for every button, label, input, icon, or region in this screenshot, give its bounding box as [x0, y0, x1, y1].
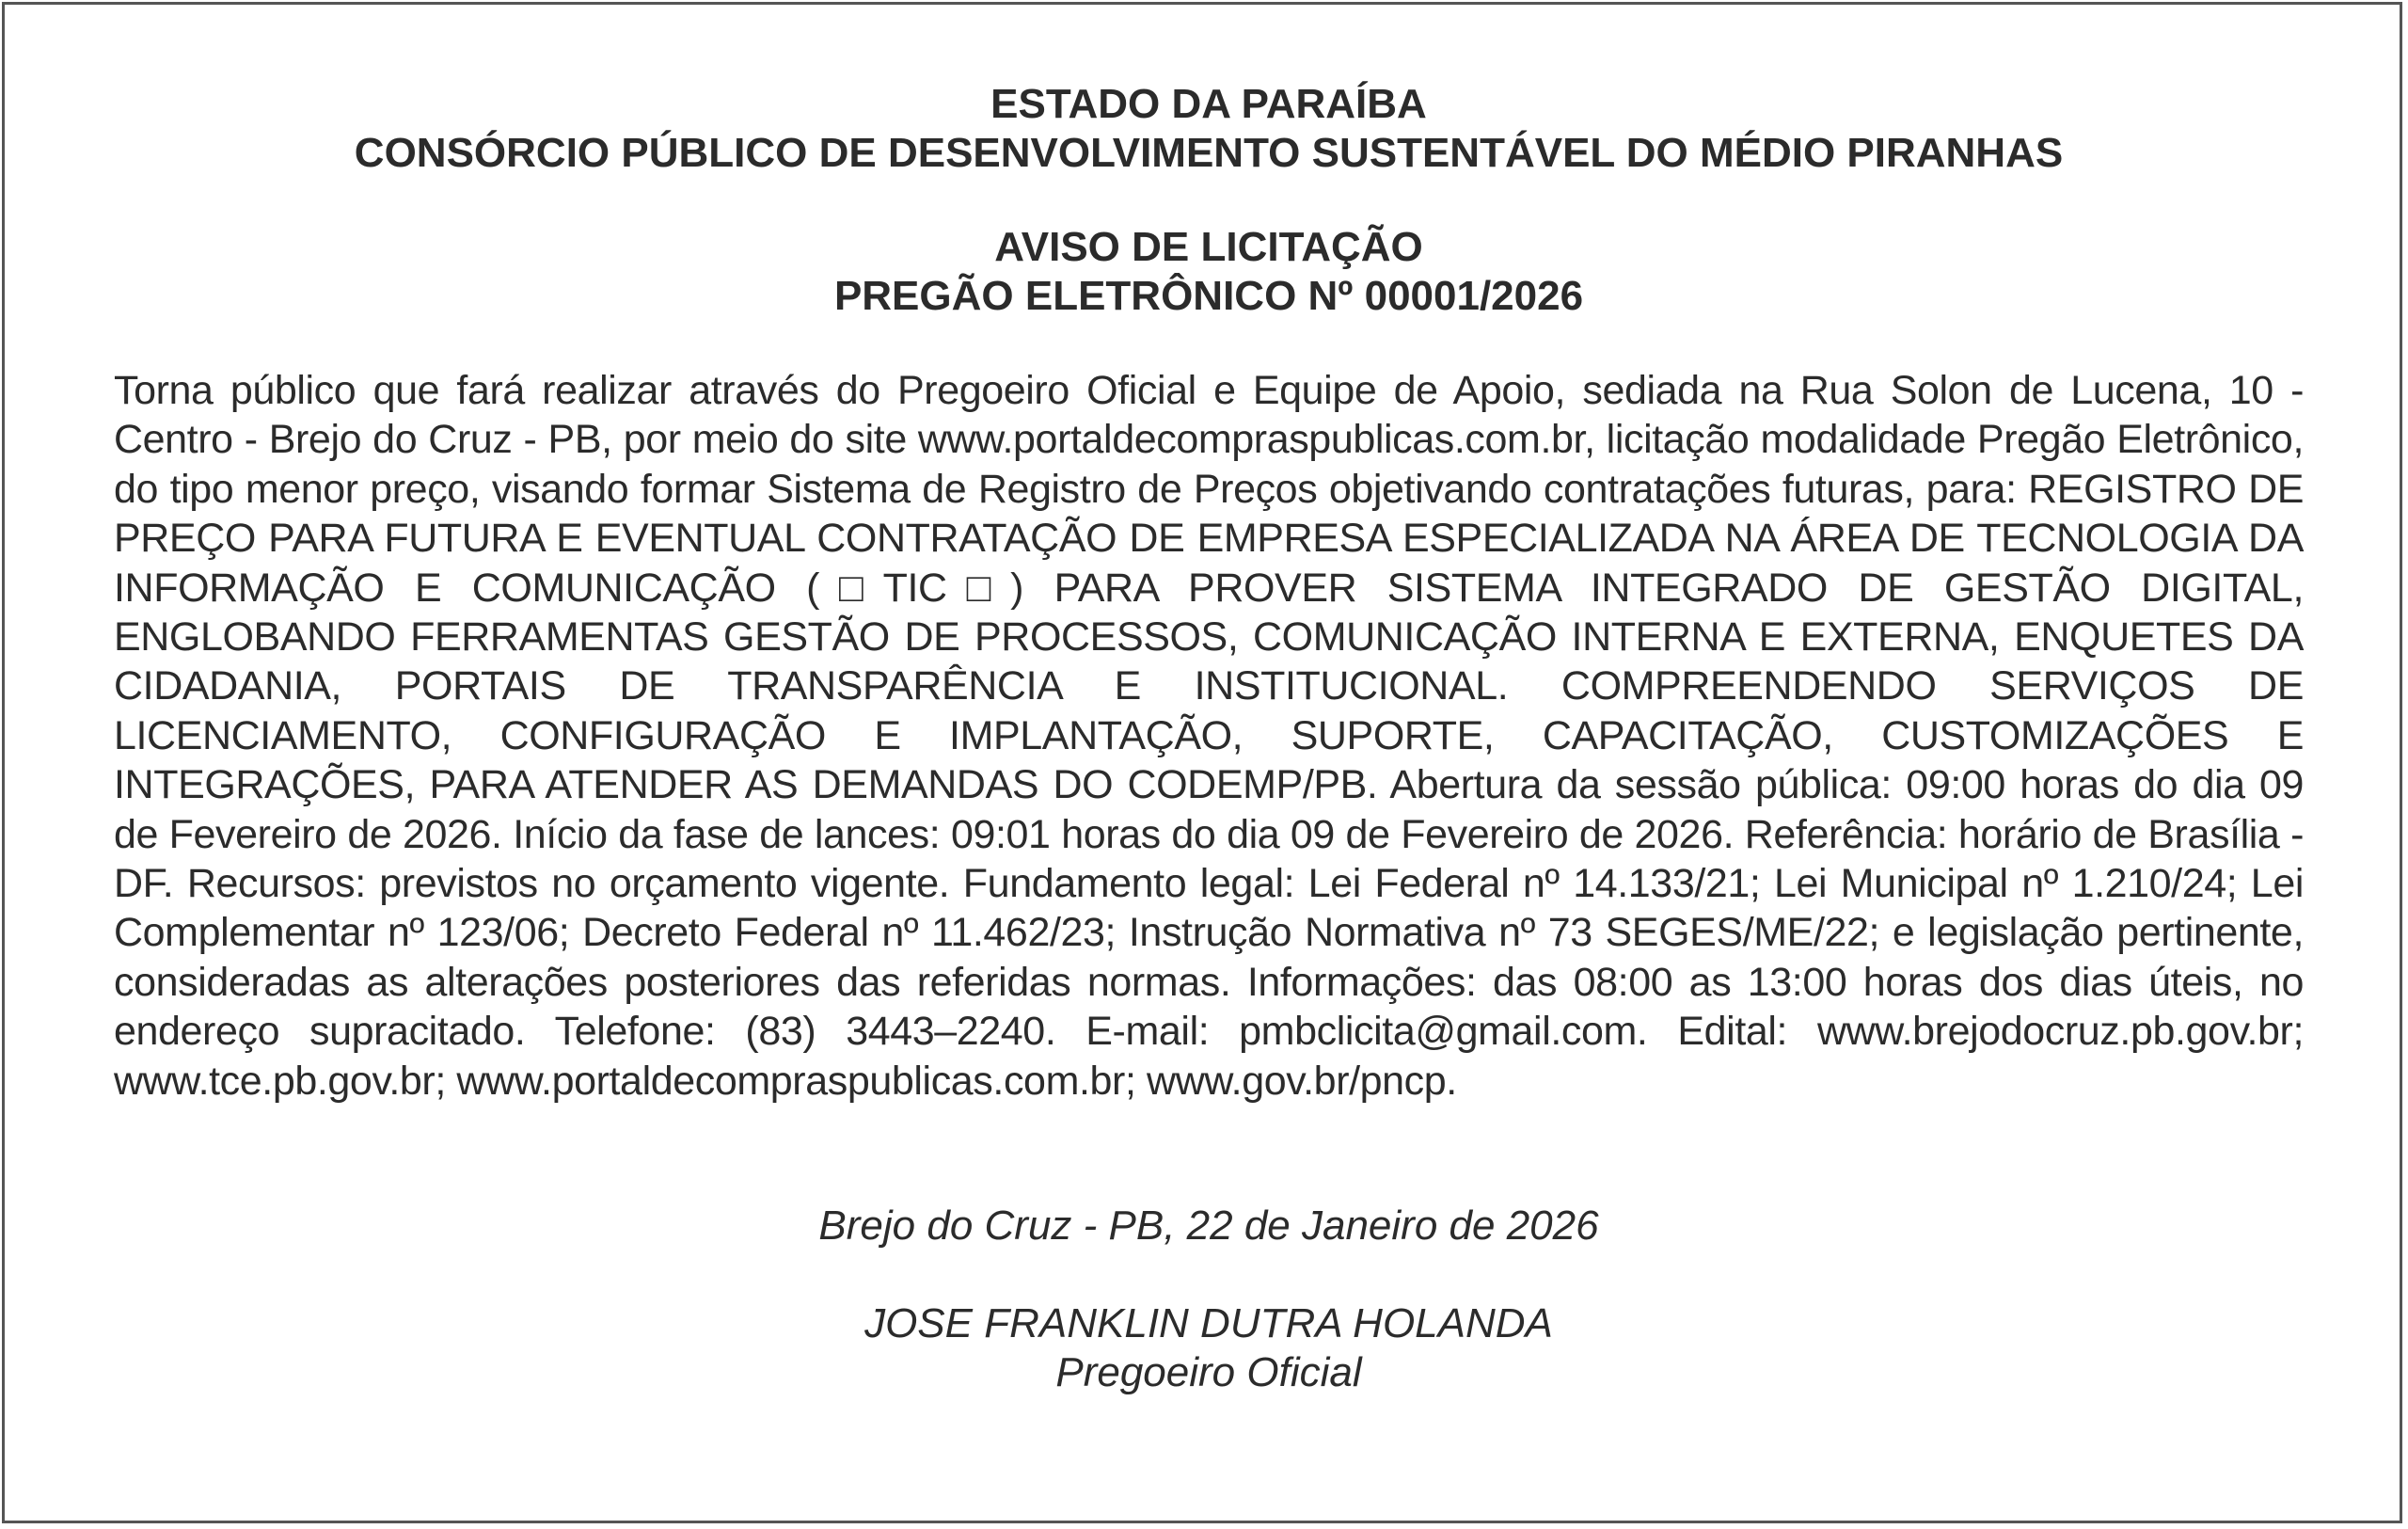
signer-name: JOSE FRANKLIN DUTRA HOLANDA	[864, 1300, 1553, 1347]
notice-title: AVISO DE LICITAÇÃO	[994, 224, 1423, 270]
notice-closing	[114, 1202, 2304, 1397]
notice-header	[114, 80, 2304, 321]
auction-number: PREGÃO ELETRÔNICO Nº 00001/2026	[833, 273, 1584, 319]
notice-body: Torna público que fará realizar através do Pregoeiro Oficial e Equipe de Apoio, sediada na Rua Solon de Lucena, 10 - Centro - Brejo do Cruz - PB, por meio do site www.portaldecompraspublicas.com.br, licitação modalidade Pregão Eletrônico, do tipo menor preço, visando formar Sistema de Registro de Preços objetivando contratações futuras, para: REGISTRO DE PREÇO PARA FUTURA E EVENTUAL CONTRATAÇÃO DE EMPRESA ESPECIALIZADA NA ÁREA DE TECNOLOGIA DA INFORMAÇÃO E COMUNICAÇÃO (□TIC□) PARA PROVER SISTEMA INTEGRADO DE GESTÃO DIGITAL, ENGLOBANDO FERRAMENTAS GESTÃO DE PROCESSOS, COMUNICAÇÃO INTERNA E EXTERNA, ENQUETES DA CIDADANIA, PORTAIS DE TRANSPARÊNCIA E INSTITUCIONAL. COMPREENDENDO SERVIÇOS DE LICENCIAMENTO, CONFIGURAÇÃO E IMPLANTAÇÃO, SUPORTE, CAPACITAÇÃO, CUSTOMIZAÇÕES E INTEGRAÇÕES, PARA ATENDER AS DEMANDAS DO CODEMP/PB. Abertura da sessão pública: 09:00 horas do dia 09 de Fevereiro de 2026. Início da fase de lances: 09:01 horas do dia 09 de Fevereiro de 2026. Referência: horário de Brasília - DF. Recursos: previstos no orçamento vigente. Fundamento legal: Lei Federal nº 14.133/21; Lei Municipal nº 1.210/24; Lei Complementar nº 123/06; Decreto Federal nº 11.462/23; Instrução Normativa nº 73 SEGES/ME/22; e legislação pertinente, consideradas as alterações posteriores das referidas normas. Informações: das 08:00 as 13:00 horas dos dias úteis, no endereço supracitado. Telefone: (83) 3443–2240. E-mail: pmbclicita@gmail.com. Edital: www.brejodocruz.pb.gov.br; www.tce.pb.gov.br; www.portaldecompraspublicas.com.br; www.gov.br/pncp.	[114, 368, 2304, 1104]
consortium-name: CONSÓRCIO PÚBLICO DE DESENVOLVIMENTO SUSTENTÁVEL DO MÉDIO PIRANHAS	[354, 130, 2064, 176]
state-name: ESTADO DA PARAÍBA	[990, 81, 1427, 127]
signer-role: Pregoeiro Oficial	[1055, 1349, 1362, 1396]
header-spacer	[114, 178, 2304, 223]
bid-notice	[114, 80, 2304, 1397]
place-date: Brejo do Cruz - PB, 22 de Janeiro de 2026	[818, 1202, 1599, 1250]
notice-frame	[2, 2, 2402, 1523]
